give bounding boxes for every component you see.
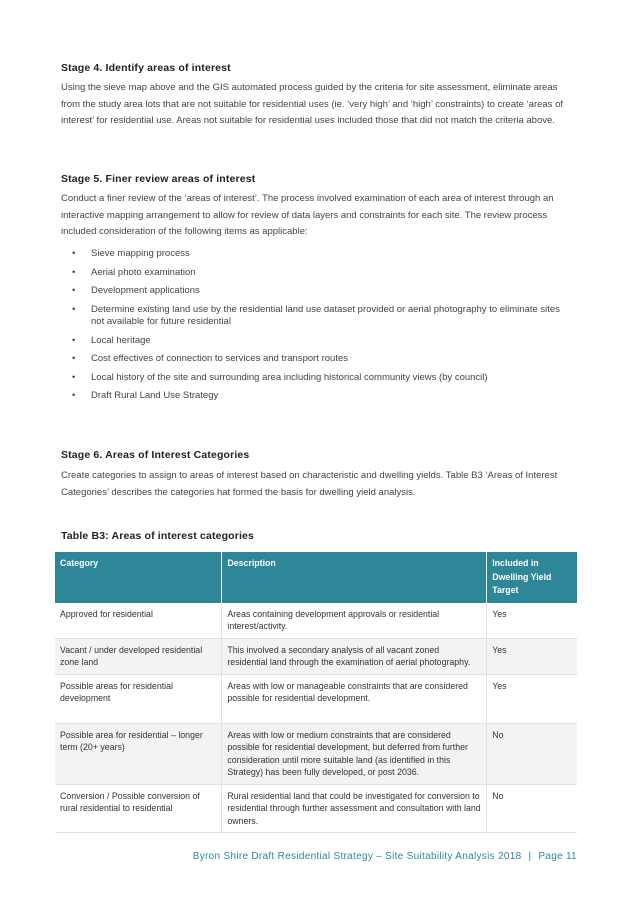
table-row — [55, 674, 577, 723]
stage6-heading: Stage 6. Areas of Interest Categories — [61, 449, 250, 461]
bullet-icon: • — [72, 353, 76, 364]
list-item: • Aerial photo examination — [72, 266, 196, 278]
header-included: Included in Dwelling Yield Target — [487, 552, 577, 603]
cell-category: Possible area for residential – longer term (20+ years) — [55, 723, 222, 784]
cell-description: Areas with low or medium constraints that are considered possible for residential development, but deferred from further consideration until more suitable land (as identified in this Strategy) has been fully developed, or post 2036. — [222, 723, 487, 784]
bullet-icon: • — [72, 371, 76, 383]
table-row — [55, 723, 577, 784]
bullet-icon: • — [72, 390, 76, 401]
cell-included: Yes — [487, 638, 577, 674]
header-category: Category — [55, 552, 222, 603]
bullet-icon: • — [72, 266, 76, 278]
cell-included: Yes — [487, 674, 577, 723]
page-number: Page 11 — [538, 851, 577, 862]
stage6-text: Create categories to assign to areas of interest based on characteristic and dwelling yields. Table B3 ‘Areas of Interest Categories’ describes the categories hat formed the basis for dwelling yield analysis. — [61, 470, 558, 498]
bullet-icon: • — [72, 334, 76, 346]
review-items-list — [61, 248, 571, 409]
list-item: • Draft Rural Land Use Strategy — [72, 390, 219, 401]
cell-included: Yes — [487, 603, 577, 639]
table-row — [55, 603, 577, 639]
cell-category: Approved for residential — [55, 603, 222, 639]
table-header-row — [55, 552, 577, 603]
table-row — [55, 638, 577, 674]
cell-category: Vacant / under developed residential zone land — [55, 638, 222, 674]
header-description: Description — [222, 552, 487, 603]
list-item: • Local heritage — [72, 334, 151, 346]
categories-table — [55, 552, 577, 833]
stage4-heading: Stage 4. Identify areas of interest — [61, 62, 231, 74]
list-item: • Sieve mapping process — [72, 248, 190, 259]
stage4-text: Using the sieve map above and the GIS automated process guided by the criteria for site assessment, eliminate areas from the study area lots that are not suitable for residential uses (ie. ‘very high’ and ‘high’ constraints) to create ‘areas of interest’ for residential use. Areas not suitable for residential uses included those that did not match the criteria above. — [61, 82, 563, 126]
table-caption: Table B3: Areas of interest categories — [61, 530, 255, 542]
cell-included: No — [487, 784, 577, 833]
bullet-icon: • — [72, 248, 76, 259]
table-row — [55, 784, 577, 833]
cell-description: Rural residential land that could be investigated for conversion to residential through further assessment and consultation with land owners. — [222, 784, 487, 833]
cell-description: Areas with low or manageable constraints that are considered possible for residential development. — [222, 674, 487, 723]
cell-included: No — [487, 723, 577, 784]
cell-description: This involved a secondary analysis of all vacant zoned residential land through the examination of aerial photography. — [222, 638, 487, 674]
list-item: • Cost effectives of connection to services and transport routes — [72, 353, 348, 364]
cell-category: Conversion / Possible conversion of rural residential to residential — [55, 784, 222, 833]
list-item: • Development applications — [72, 285, 200, 296]
cell-description: Areas containing development approvals or residential interest/activity. — [222, 603, 487, 639]
footer-title: Byron Shire Draft Residential Strategy – Site Suitability Analysis 2018 — [192, 851, 522, 862]
list-item: • Determine existing land use by the residential land use dataset provided or aerial photography to eliminate sites not available for future residential — [72, 303, 560, 327]
cell-category: Possible areas for residential development — [55, 674, 222, 723]
page-footer — [0, 851, 577, 862]
stage5-text: Conduct a finer review of the ‘areas of interest’. The process involved examination of each area of interest through an interactive mapping arrangement to allow for review of data layers and constraints for each site. The review process included consideration of the following items as applicable: — [61, 193, 554, 237]
list-item: • Local history of the site and surrounding area including historical community views (by council) — [72, 371, 488, 383]
footer-separator: | — [528, 851, 532, 862]
bullet-icon: • — [72, 303, 76, 315]
stage5-heading: Stage 5. Finer review areas of interest — [61, 173, 256, 185]
bullet-icon: • — [72, 285, 76, 296]
